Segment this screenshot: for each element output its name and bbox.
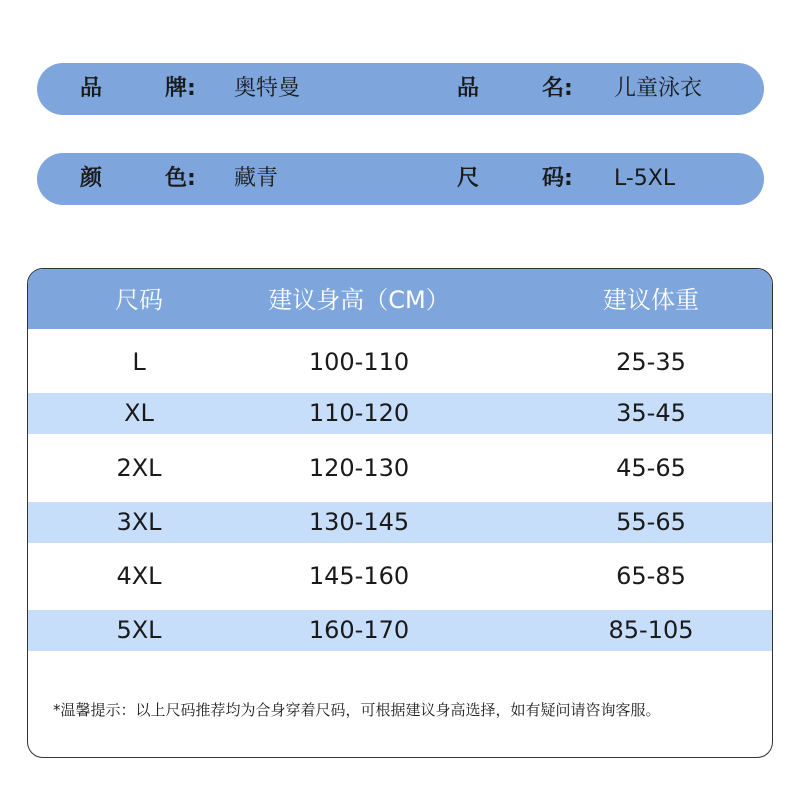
table-row (28, 610, 772, 651)
size-tip-note: *温馨提示：以上尺码推荐均为合身穿着尺码，可根据建议身高选择，如有疑问请咨询客服。 (53, 701, 661, 719)
table-header-row (28, 269, 772, 329)
size-range-value: L-5XL (614, 166, 676, 191)
product-name-value: 儿童泳衣 (614, 76, 703, 101)
product-info-bar-color-size (37, 153, 764, 205)
height-cell: 110-120 (308, 399, 410, 427)
product-name-label-first-char: 品 (457, 76, 480, 101)
table-row (28, 543, 772, 610)
brand-label-second-char: 牌: (165, 76, 196, 101)
table-row (28, 434, 772, 502)
size-label-second-char: 码: (542, 166, 573, 191)
size-cell: 3XL (116, 508, 162, 536)
product-info-bar-brand-name (37, 63, 764, 115)
brand-label-first-char: 品 (80, 76, 103, 101)
color-label-second-char: 色: (165, 166, 196, 191)
color-label-first-char: 颜 (80, 166, 103, 191)
size-cell: 4XL (116, 562, 162, 590)
size-cell: 2XL (116, 454, 162, 482)
color-value: 藏青 (234, 166, 279, 191)
height-cell: 100-110 (308, 348, 410, 376)
header-recommended-weight: 建议体重 (603, 286, 699, 314)
header-size: 尺码 (115, 286, 163, 314)
size-recommendation-table (27, 268, 773, 758)
size-cell: XL (124, 399, 154, 427)
product-name-label-second-char: 名: (542, 76, 573, 101)
size-cell: L (132, 348, 146, 376)
height-cell: 145-160 (308, 562, 410, 590)
header-recommended-height: 建议身高（CM） (268, 286, 450, 314)
weight-cell: 65-85 (616, 562, 686, 590)
height-cell: 130-145 (308, 508, 410, 536)
brand-value: 奥特曼 (234, 76, 301, 101)
height-cell: 120-130 (308, 454, 410, 482)
weight-cell: 45-65 (616, 454, 686, 482)
table-row (28, 331, 772, 393)
table-row (28, 502, 772, 543)
table-row (28, 393, 772, 434)
size-label-first-char: 尺 (457, 166, 480, 191)
weight-cell: 35-45 (616, 399, 686, 427)
size-cell: 5XL (116, 616, 162, 644)
height-cell: 160-170 (308, 616, 410, 644)
weight-cell: 25-35 (616, 348, 686, 376)
weight-cell: 85-105 (608, 616, 694, 644)
weight-cell: 55-65 (616, 508, 686, 536)
